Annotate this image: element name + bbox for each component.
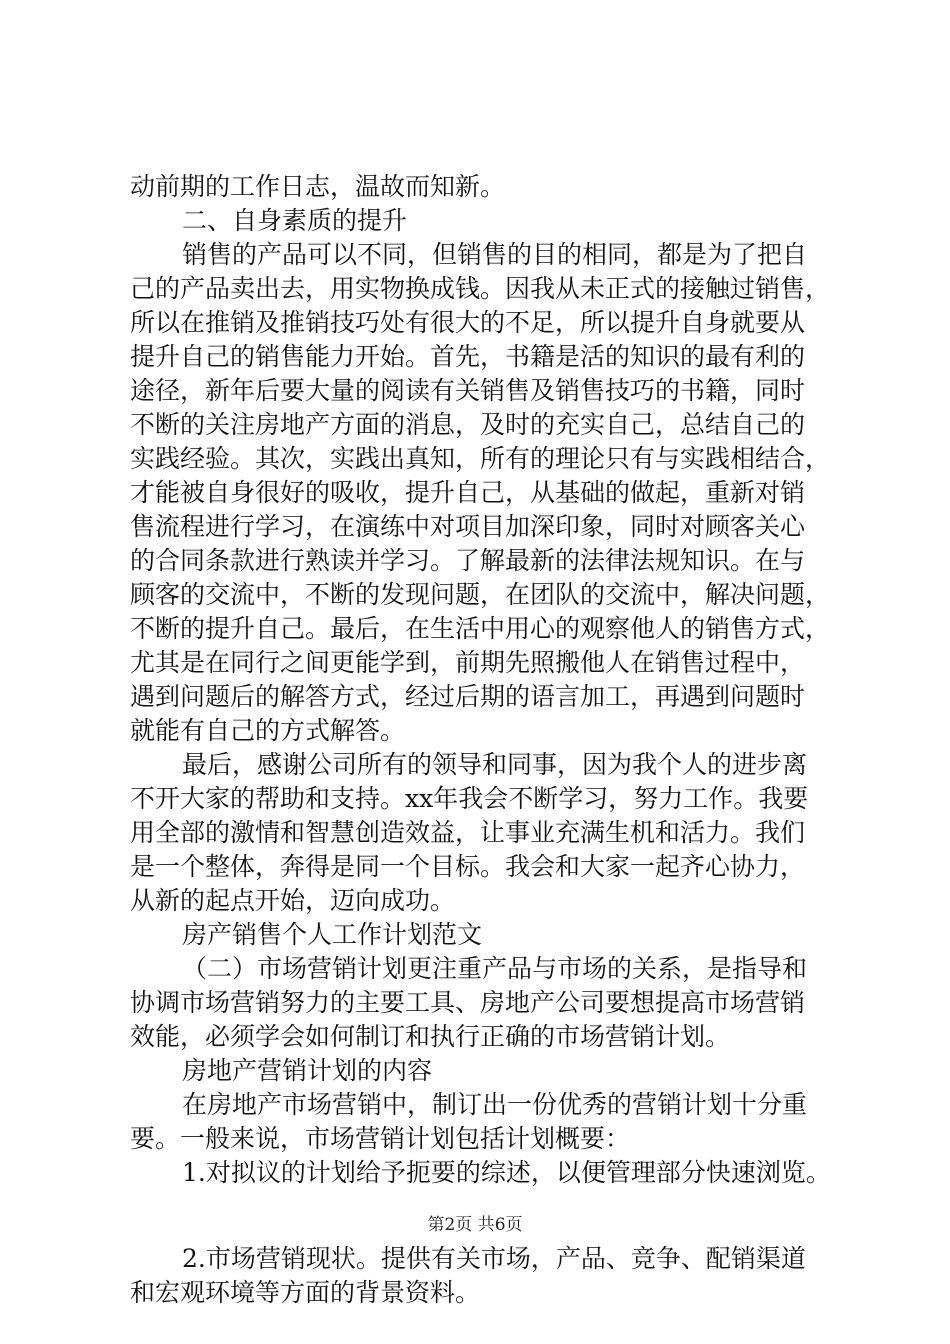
text-line: 途径，新年后要大量的阅读有关销售及销售技巧的书籍，同时 [130,376,806,405]
text-line: 用全部的激情和智慧创造效益，让事业充满生机和活力。我们 [130,818,806,847]
document-body [130,170,830,1310]
section-heading: 房产销售个人工作计划范文 [182,920,483,949]
text-line: 要。一般来说，市场营销计划包括计划概要： [130,1124,631,1153]
text-line: 效能，必须学会如何制订和执行正确的市场营销计划。 [130,1022,731,1051]
text-line: 提升自己的销售能力开始。首先，书籍是活的知识的最有利的 [130,342,806,371]
text-line: 协调市场营销努力的主要工具、房地产公司要想提高市场营销 [130,988,806,1017]
text-line: 从新的起点开始，迈向成功。 [130,886,456,915]
paragraph-start: 最后，感谢公司所有的领导和同事，因为我个人的进步离 [182,750,808,779]
paragraph-start: 销售的产品可以不同，但销售的目的相同，都是为了把自 [182,240,808,269]
text-line: 不开大家的帮助和支持。xx年我会不断学习，努力工作。我要 [130,784,809,813]
page-footer: 第2页 共6页 [427,1215,523,1235]
text-line: 的合同条款进行熟读并学习。了解最新的法律法规知识。在与 [130,546,806,575]
text-line: 才能被自身很好的吸收，提升自己，从基础的做起，重新对销 [130,478,806,507]
paragraph-start: （二）市场营销计划更注重产品与市场的关系，是指导和 [182,954,808,983]
text-line: 所以在推销及推销技巧处有很大的不足，所以提升自身就要从 [130,308,806,337]
list-item: 2.市场营销现状。提供有关市场，产品、竞争、配销渠道 [182,1244,806,1273]
text-line: 是一个整体，奔得是同一个目标。我会和大家一起齐心协力， [130,852,806,881]
text-line: 顾客的交流中，不断的发现问题，在团队的交流中，解决问题， [130,580,831,609]
paragraph-start: 在房地产市场营销中，制订出一份优秀的营销计划十分重 [182,1090,808,1119]
text-line: 己的产品卖出去，用实物换成钱。因我从未正式的接触过销售， [130,274,831,303]
text-line: 动前期的工作日志，温故而知新。 [130,172,506,201]
text-line: 和宏观环境等方面的背景资料。 [130,1278,481,1307]
text-line: 尤其是在同行之间更能学到，前期先照搬他人在销售过程中， [130,648,806,677]
text-line: 就能有自己的方式解答。 [130,716,406,745]
section-heading: 二、自身素质的提升 [182,206,408,235]
text-line: 售流程进行学习，在演练中对项目加深印象，同时对顾客关心 [130,512,806,541]
section-heading: 房地产营销计划的内容 [182,1056,433,1085]
text-line: 不断的提升自己。最后，在生活中用心的观察他人的销售方式， [130,614,831,643]
text-line: 不断的关注房地产方面的消息，及时的充实自己，总结自己的 [130,410,806,439]
list-item: 1.对拟议的计划给予扼要的综述，以便管理部分快速浏览。 [182,1158,831,1187]
text-line: 遇到问题后的解答方式，经过后期的语言加工，再遇到问题时 [130,682,806,711]
text-line: 实践经验。其次，实践出真知，所有的理论只有与实践相结合， [130,444,831,473]
